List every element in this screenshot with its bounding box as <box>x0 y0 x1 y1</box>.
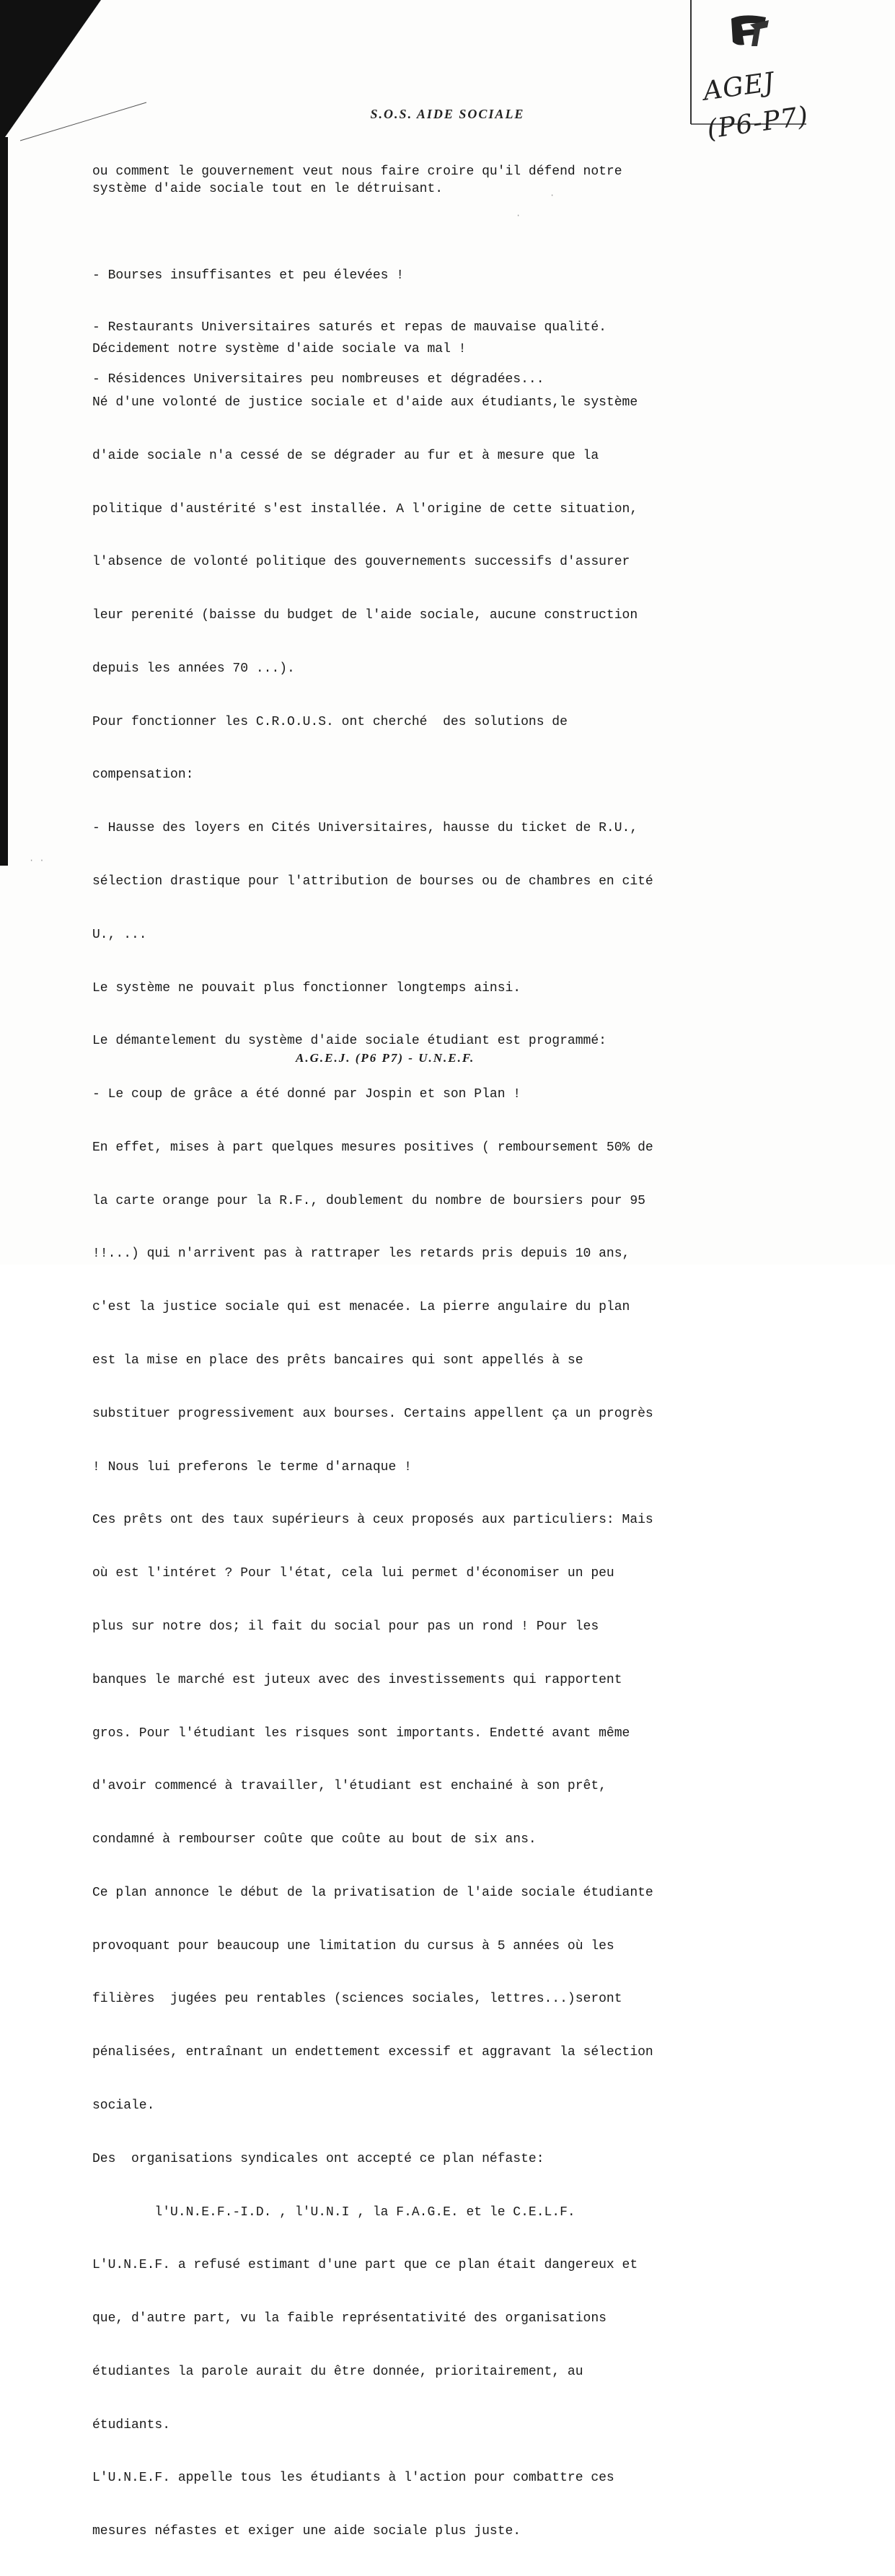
text-line: l'U.N.E.F.-I.D. , l'U.N.I , la F.A.G.E. et le C.E.L.F. <box>92 2204 576 2220</box>
text-line: banques le marché est juteux avec des investissements qui rapportent <box>92 1672 622 1687</box>
scan-speck: · <box>516 211 521 221</box>
text-line: est la mise en place des prêts bancaires qui sont appellés à se <box>92 1353 583 1368</box>
text-line: depuis les années 70 ...). <box>92 661 295 676</box>
text-line: Pour fonctionner les C.R.O.U.S. ont cherché des solutions de <box>92 714 568 729</box>
text-line: Ces prêts ont des taux supérieurs à ceux proposés aux particuliers: Mais <box>92 1513 653 1528</box>
list-item: - Restaurants Universitaires saturés et repas de mauvaise qualité. <box>92 320 607 335</box>
text-line: L'U.N.E.F. a refusé estimant d'une part que ce plan était dangereux et <box>92 2258 638 2273</box>
text-line: étudiantes la parole aurait du être donnée, prioritairement, au <box>92 2364 583 2379</box>
text-line: provoquant pour beaucoup une limitation du cursus à 5 années où les <box>92 1938 614 1953</box>
text-line: c'est la justice sociale qui est menacée. La pierre angulaire du plan <box>92 1300 630 1315</box>
text-line: Ce plan annonce le début de la privatisation de l'aide sociale étudiante <box>92 1885 653 1900</box>
text-line: leur perenité (baisse du budget de l'aide sociale, aucune construction <box>92 608 638 623</box>
text-line: d'aide sociale n'a cessé de se dégrader au fur et à mesure que la <box>92 448 599 463</box>
text-line: ! Nous lui preferons le terme d'arnaque ! <box>92 1459 412 1474</box>
list-item: - Bourses insuffisantes et peu élevées ! <box>92 268 405 283</box>
text-line: substituer progressivement aux bourses. Certains appellent ça un progrès <box>92 1406 653 1421</box>
scan-speck: · <box>550 190 555 201</box>
handwritten-archive-code: (P6-P7) <box>705 101 811 145</box>
text-line: gros. Pour l'étudiant les risques sont importants. Endetté avant même <box>92 1726 630 1741</box>
document-signature: A.G.E.J. (P6 P7) - U.N.E.F. <box>296 1051 475 1065</box>
text-line: - Le coup de grâce a été donné par Jospin et son Plan ! <box>92 1087 521 1102</box>
intro-paragraph: ou comment le gouvernement veut nous faire croire qu'il défend notre système d'aide sociale tout en le détruisant. <box>92 164 622 196</box>
text-line: où est l'intéret ? Pour l'état, cela lui permet d'économiser un peu <box>92 1566 614 1581</box>
text-line: - Hausse des loyers en Cités Universitaires, hausse du ticket de R.U., <box>92 821 638 836</box>
text-line: Décidement notre système d'aide sociale va mal ! <box>92 342 467 357</box>
list-item: - Résidences Universitaires peu nombreuses et dégradées... <box>92 372 545 387</box>
scan-speck: · · <box>29 856 45 866</box>
text-line: L'U.N.E.F. appelle tous les étudiants à l'action pour combattre ces <box>92 2471 614 2486</box>
text-line: filières jugées peu rentables (sciences sociales, lettres...)seront <box>92 1992 622 2007</box>
text-line: pénalisées, entraînant un endettement excessif et aggravant la sélection <box>92 2045 653 2060</box>
text-line: d'avoir commencé à travailler, l'étudiant est enchainé à son prêt, <box>92 1779 607 1794</box>
text-line: plus sur notre dos; il fait du social pour pas un rond ! Pour les <box>92 1619 599 1634</box>
text-line: l'absence de volonté politique des gouvernements successifs d'assurer <box>92 555 630 570</box>
text-line: compensation: <box>92 768 194 783</box>
document-title: S.O.S. AIDE SOCIALE <box>370 107 525 121</box>
text-line: En effet, mises à part quelques mesures positives ( remboursement 50% de <box>92 1140 653 1155</box>
text-line: Né d'une volonté de justice sociale et d'aide aux étudiants,le système <box>92 395 638 410</box>
text-line: la carte orange pour la R.F., doublement du nombre de boursiers pour 95 <box>92 1193 645 1208</box>
text-line: sélection drastique pour l'attribution de bourses ou de chambres en cité <box>92 874 653 889</box>
text-line: !!...) qui n'arrivent pas à rattraper les retards pris depuis 10 ans, <box>92 1247 630 1262</box>
handwritten-archive-label: AGEJ <box>701 67 777 107</box>
text-line: Des organisations syndicales ont accepté ce plan néfaste: <box>92 2151 545 2166</box>
text-line: Le démantelement du système d'aide sociale étudiant est programmé: <box>92 1034 607 1049</box>
scan-left-edge <box>0 137 8 866</box>
text-line: étudiants. <box>92 2417 171 2432</box>
text-line: politique d'austérité s'est installée. A l'origine de cette situation, <box>92 501 638 516</box>
text-line: que, d'autre part, vu la faible représentativité des organisations <box>92 2311 607 2326</box>
body-paragraphs <box>92 305 741 2576</box>
text-line: sociale. <box>92 2098 155 2113</box>
text-line: mesures néfastes et exiger une aide sociale plus juste. <box>92 2524 521 2539</box>
text-line: Le système ne pouvait plus fonctionner longtemps ainsi. <box>92 980 521 995</box>
text-line: U., ... <box>92 927 147 942</box>
text-line: condamné à rembourser coûte que coûte au bout de six ans. <box>92 1832 537 1847</box>
archive-logo-icon <box>728 13 772 49</box>
